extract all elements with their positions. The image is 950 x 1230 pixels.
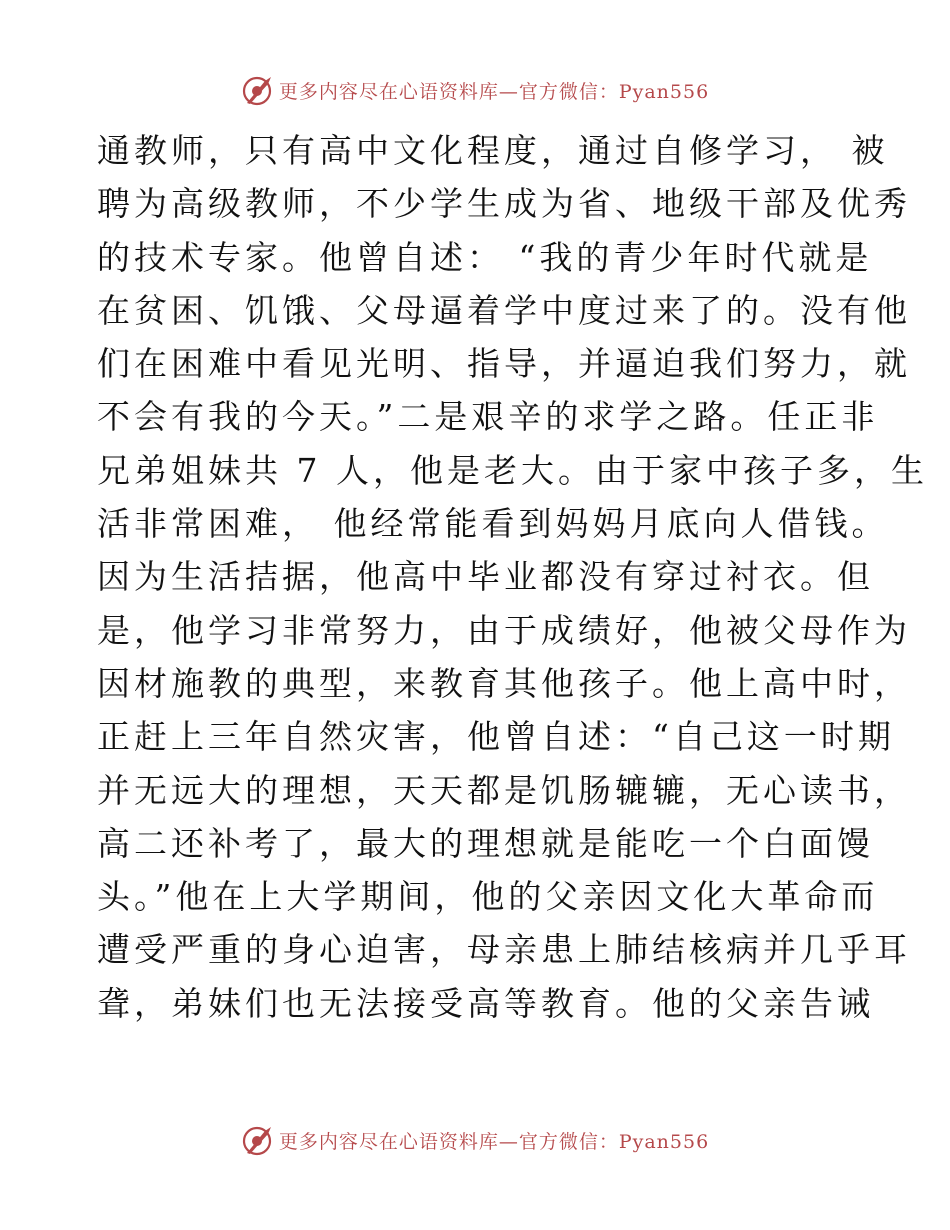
text-line: 不会有我的今天。”二是艰辛的求学之路。任正非 xyxy=(97,397,879,437)
text-line: 头。”他在上大学期间，他的父亲因文化大革命而 xyxy=(97,877,879,917)
quill-logo-icon xyxy=(241,73,275,107)
text-line: 聋，弟妹们也无法接受高等教育。他的父亲告诫 xyxy=(97,983,874,1023)
text-line: 在贫困、饥饿、父母逼着学中度过来了的。没有他 xyxy=(97,290,911,330)
quill-logo-icon xyxy=(241,1123,275,1157)
text-line: 的技术专家。他曾自述： “我的青少年时代就是 xyxy=(97,237,873,277)
text-line: 正赶上三年自然灾害，他曾自述：“自己这一时期 xyxy=(97,717,895,757)
text-line: 因为生活拮据，他高中毕业都没有穿过衬衣。但 xyxy=(97,557,874,597)
header-banner xyxy=(0,70,950,110)
text-line: 因材施教的典型，来教育其他孩子。他上高中时， xyxy=(97,663,911,703)
text-line: 并无远大的理想，天天都是饥肠辘辘，无心读书， xyxy=(97,770,911,810)
text-line: 兄弟姐妹共 7 人，他是老大。由于家中孩子多，生 xyxy=(97,450,928,490)
footer-banner xyxy=(0,1120,950,1160)
text-line: 活非常困难， 他经常能看到妈妈月底向人借钱。 xyxy=(97,504,889,544)
text-line: 高二还补考了，最大的理想就是能吃一个白面馒 xyxy=(97,823,874,863)
footer-banner-text: 更多内容尽在心语资料库—官方微信：Pyan556 xyxy=(278,1130,710,1153)
text-line: 通教师，只有高中文化程度，通过自修学习， 被 xyxy=(97,131,889,170)
body-text xyxy=(97,124,928,1030)
text-line: 是，他学习非常努力，由于成绩好，他被父母作为 xyxy=(97,610,911,650)
text-line: 遭受严重的身心迫害，母亲患上肺结核病并几乎耳 xyxy=(97,930,911,970)
text-line: 聘为高级教师，不少学生成为省、地级干部及优秀 xyxy=(97,184,911,224)
text-line: 们在困难中看见光明、指导，并逼迫我们努力，就 xyxy=(97,344,911,384)
header-banner-text: 更多内容尽在心语资料库—官方微信：Pyan556 xyxy=(278,80,710,103)
